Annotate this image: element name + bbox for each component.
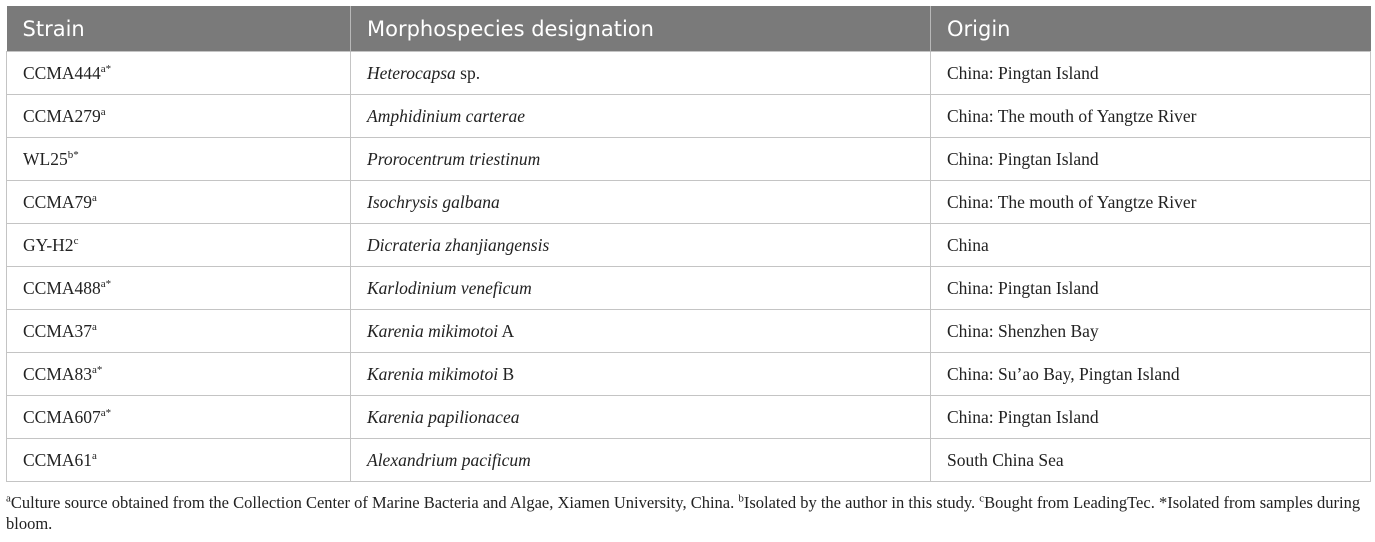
table-header-row xyxy=(7,6,1371,52)
strain-name: CCMA83 xyxy=(23,363,93,384)
cell-morphospecies xyxy=(351,138,931,181)
cell-morphospecies xyxy=(351,267,931,310)
footnote-mark-a: a xyxy=(6,492,11,505)
cell-origin: China xyxy=(931,224,1371,267)
table-row xyxy=(7,224,1371,267)
strain-name: CCMA279 xyxy=(23,105,101,126)
strain-footnote-mark: a xyxy=(92,191,97,204)
strain-name: CCMA444 xyxy=(23,62,101,83)
cell-morphospecies xyxy=(351,353,931,396)
cell-origin: China: Pingtan Island xyxy=(931,396,1371,439)
cell-strain xyxy=(7,224,351,267)
strain-footnote-mark: a xyxy=(92,449,97,462)
cell-origin: China: Pingtan Island xyxy=(931,267,1371,310)
table-row xyxy=(7,353,1371,396)
cell-strain xyxy=(7,396,351,439)
species-name: Heterocapsa xyxy=(367,62,456,83)
strain-name: CCMA37 xyxy=(23,320,93,341)
strain-footnote-mark: a xyxy=(92,320,97,333)
cell-morphospecies xyxy=(351,95,931,138)
species-qualifier: sp. xyxy=(455,62,481,83)
species-name: Isochrysis galbana xyxy=(367,191,500,212)
table-row xyxy=(7,439,1371,482)
strain-footnote-mark: c xyxy=(73,234,79,247)
cell-origin: China: Su’ao Bay, Pingtan Island xyxy=(931,353,1371,396)
footnote-mark-b: b xyxy=(738,492,744,505)
strain-name: CCMA79 xyxy=(23,191,93,212)
strain-name: CCMA61 xyxy=(23,449,93,470)
cell-strain xyxy=(7,439,351,482)
species-name: Karenia mikimotoi xyxy=(367,320,499,341)
table-row xyxy=(7,310,1371,353)
cell-origin: China: The mouth of Yangtze River xyxy=(931,181,1371,224)
species-qualifier: A xyxy=(498,320,515,341)
species-name: Amphidinium carterae xyxy=(367,105,525,126)
strain-footnote-mark: a xyxy=(100,105,106,118)
cell-origin: China: Shenzhen Bay xyxy=(931,310,1371,353)
cell-morphospecies xyxy=(351,181,931,224)
strain-name: CCMA607 xyxy=(23,406,101,427)
cell-origin: China: The mouth of Yangtze River xyxy=(931,95,1371,138)
table-row xyxy=(7,138,1371,181)
cell-morphospecies xyxy=(351,52,931,95)
cell-strain xyxy=(7,353,351,396)
species-name: Prorocentrum triestinum xyxy=(367,148,541,169)
cell-morphospecies xyxy=(351,439,931,482)
cell-strain xyxy=(7,310,351,353)
table-row xyxy=(7,95,1371,138)
species-qualifier: B xyxy=(498,363,515,384)
species-name: Dicrateria zhanjiangensis xyxy=(367,234,550,255)
strain-name: CCMA488 xyxy=(23,277,101,298)
table-row xyxy=(7,52,1371,95)
cell-origin: China: Pingtan Island xyxy=(931,52,1371,95)
strain-table xyxy=(6,6,1371,482)
strain-footnote-mark: a* xyxy=(100,62,112,75)
cell-origin: China: Pingtan Island xyxy=(931,138,1371,181)
cell-morphospecies xyxy=(351,224,931,267)
table-row xyxy=(7,396,1371,439)
species-name: Alexandrium pacificum xyxy=(367,449,531,470)
header-origin: Origin xyxy=(931,6,1371,52)
strain-name: WL25 xyxy=(23,148,68,169)
species-name: Karenia papilionacea xyxy=(367,406,520,427)
header-morphospecies: Morphospecies designation xyxy=(351,6,931,52)
cell-origin: South China Sea xyxy=(931,439,1371,482)
cell-morphospecies xyxy=(351,310,931,353)
strain-footnote-mark: a* xyxy=(100,406,112,419)
footnote-mark-c: c xyxy=(979,492,985,505)
strain-footnote-mark: b* xyxy=(67,148,79,161)
table-row xyxy=(7,181,1371,224)
table-row xyxy=(7,267,1371,310)
strain-footnote-mark: a* xyxy=(100,277,112,290)
cell-morphospecies xyxy=(351,396,931,439)
footnote-a-text: Culture source obtained from the Collection Center of Marine Bacteria and Algae, Xiamen University, China. xyxy=(10,493,739,512)
table-footnote xyxy=(6,492,1370,534)
header-strain: Strain xyxy=(7,6,351,52)
footnote-star-text: *Isolated from samples during bloom. xyxy=(6,493,1361,533)
cell-strain xyxy=(7,52,351,95)
cell-strain xyxy=(7,138,351,181)
species-name: Karenia mikimotoi xyxy=(367,363,499,384)
cell-strain xyxy=(7,267,351,310)
footnote-c-text: Bought from LeadingTec. xyxy=(984,493,1159,512)
strain-name: GY-H2 xyxy=(23,234,74,255)
footnote-b-text: Isolated by the author in this study. xyxy=(743,493,980,512)
species-name: Karlodinium veneficum xyxy=(367,277,532,298)
cell-strain xyxy=(7,181,351,224)
cell-strain xyxy=(7,95,351,138)
strain-footnote-mark: a* xyxy=(92,363,103,376)
